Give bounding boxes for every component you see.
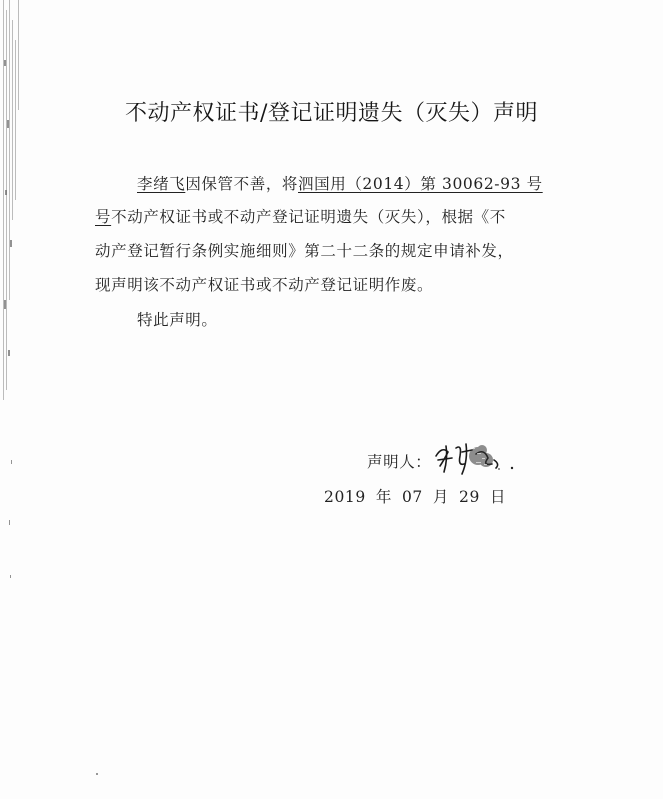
document-title: 不动产权证书/登记证明遗失（灭失）声明: [125, 101, 538, 126]
handwritten-signature: [432, 436, 518, 480]
date-year-unit: 年: [375, 488, 392, 506]
person-name: 李绪飞: [137, 175, 186, 193]
body-line-2: [95, 205, 506, 227]
body-line-2-text: 不动产权证书或不动产登记证明遗失（灭失），根据《不: [111, 208, 506, 226]
date-day-unit: 日: [489, 488, 507, 506]
declarant-label: 声明人：: [367, 453, 432, 471]
certificate-number-suffix: 号: [95, 208, 112, 226]
body-line-3: 动产登记暂行条例实施细则》第二十二条的规定申请补发，: [95, 242, 514, 260]
declaration-date: [324, 485, 506, 507]
date-day: 29: [459, 488, 480, 506]
body-line-1: [137, 172, 543, 194]
date-month-unit: 月: [432, 488, 450, 506]
body-line-4: 现声明该不动产权证书或不动产登记证明作废。: [95, 276, 434, 294]
body-line-1-text: 因保管不善，将: [185, 175, 299, 193]
date-year: 2019: [324, 488, 366, 506]
scan-speck: [498, 468, 500, 470]
date-month: 07: [401, 488, 423, 506]
scan-speck: [96, 773, 98, 775]
closing-statement: 特此声明。: [137, 311, 218, 329]
certificate-number: 泗国用（2014）第 30062-93 号: [298, 175, 543, 193]
